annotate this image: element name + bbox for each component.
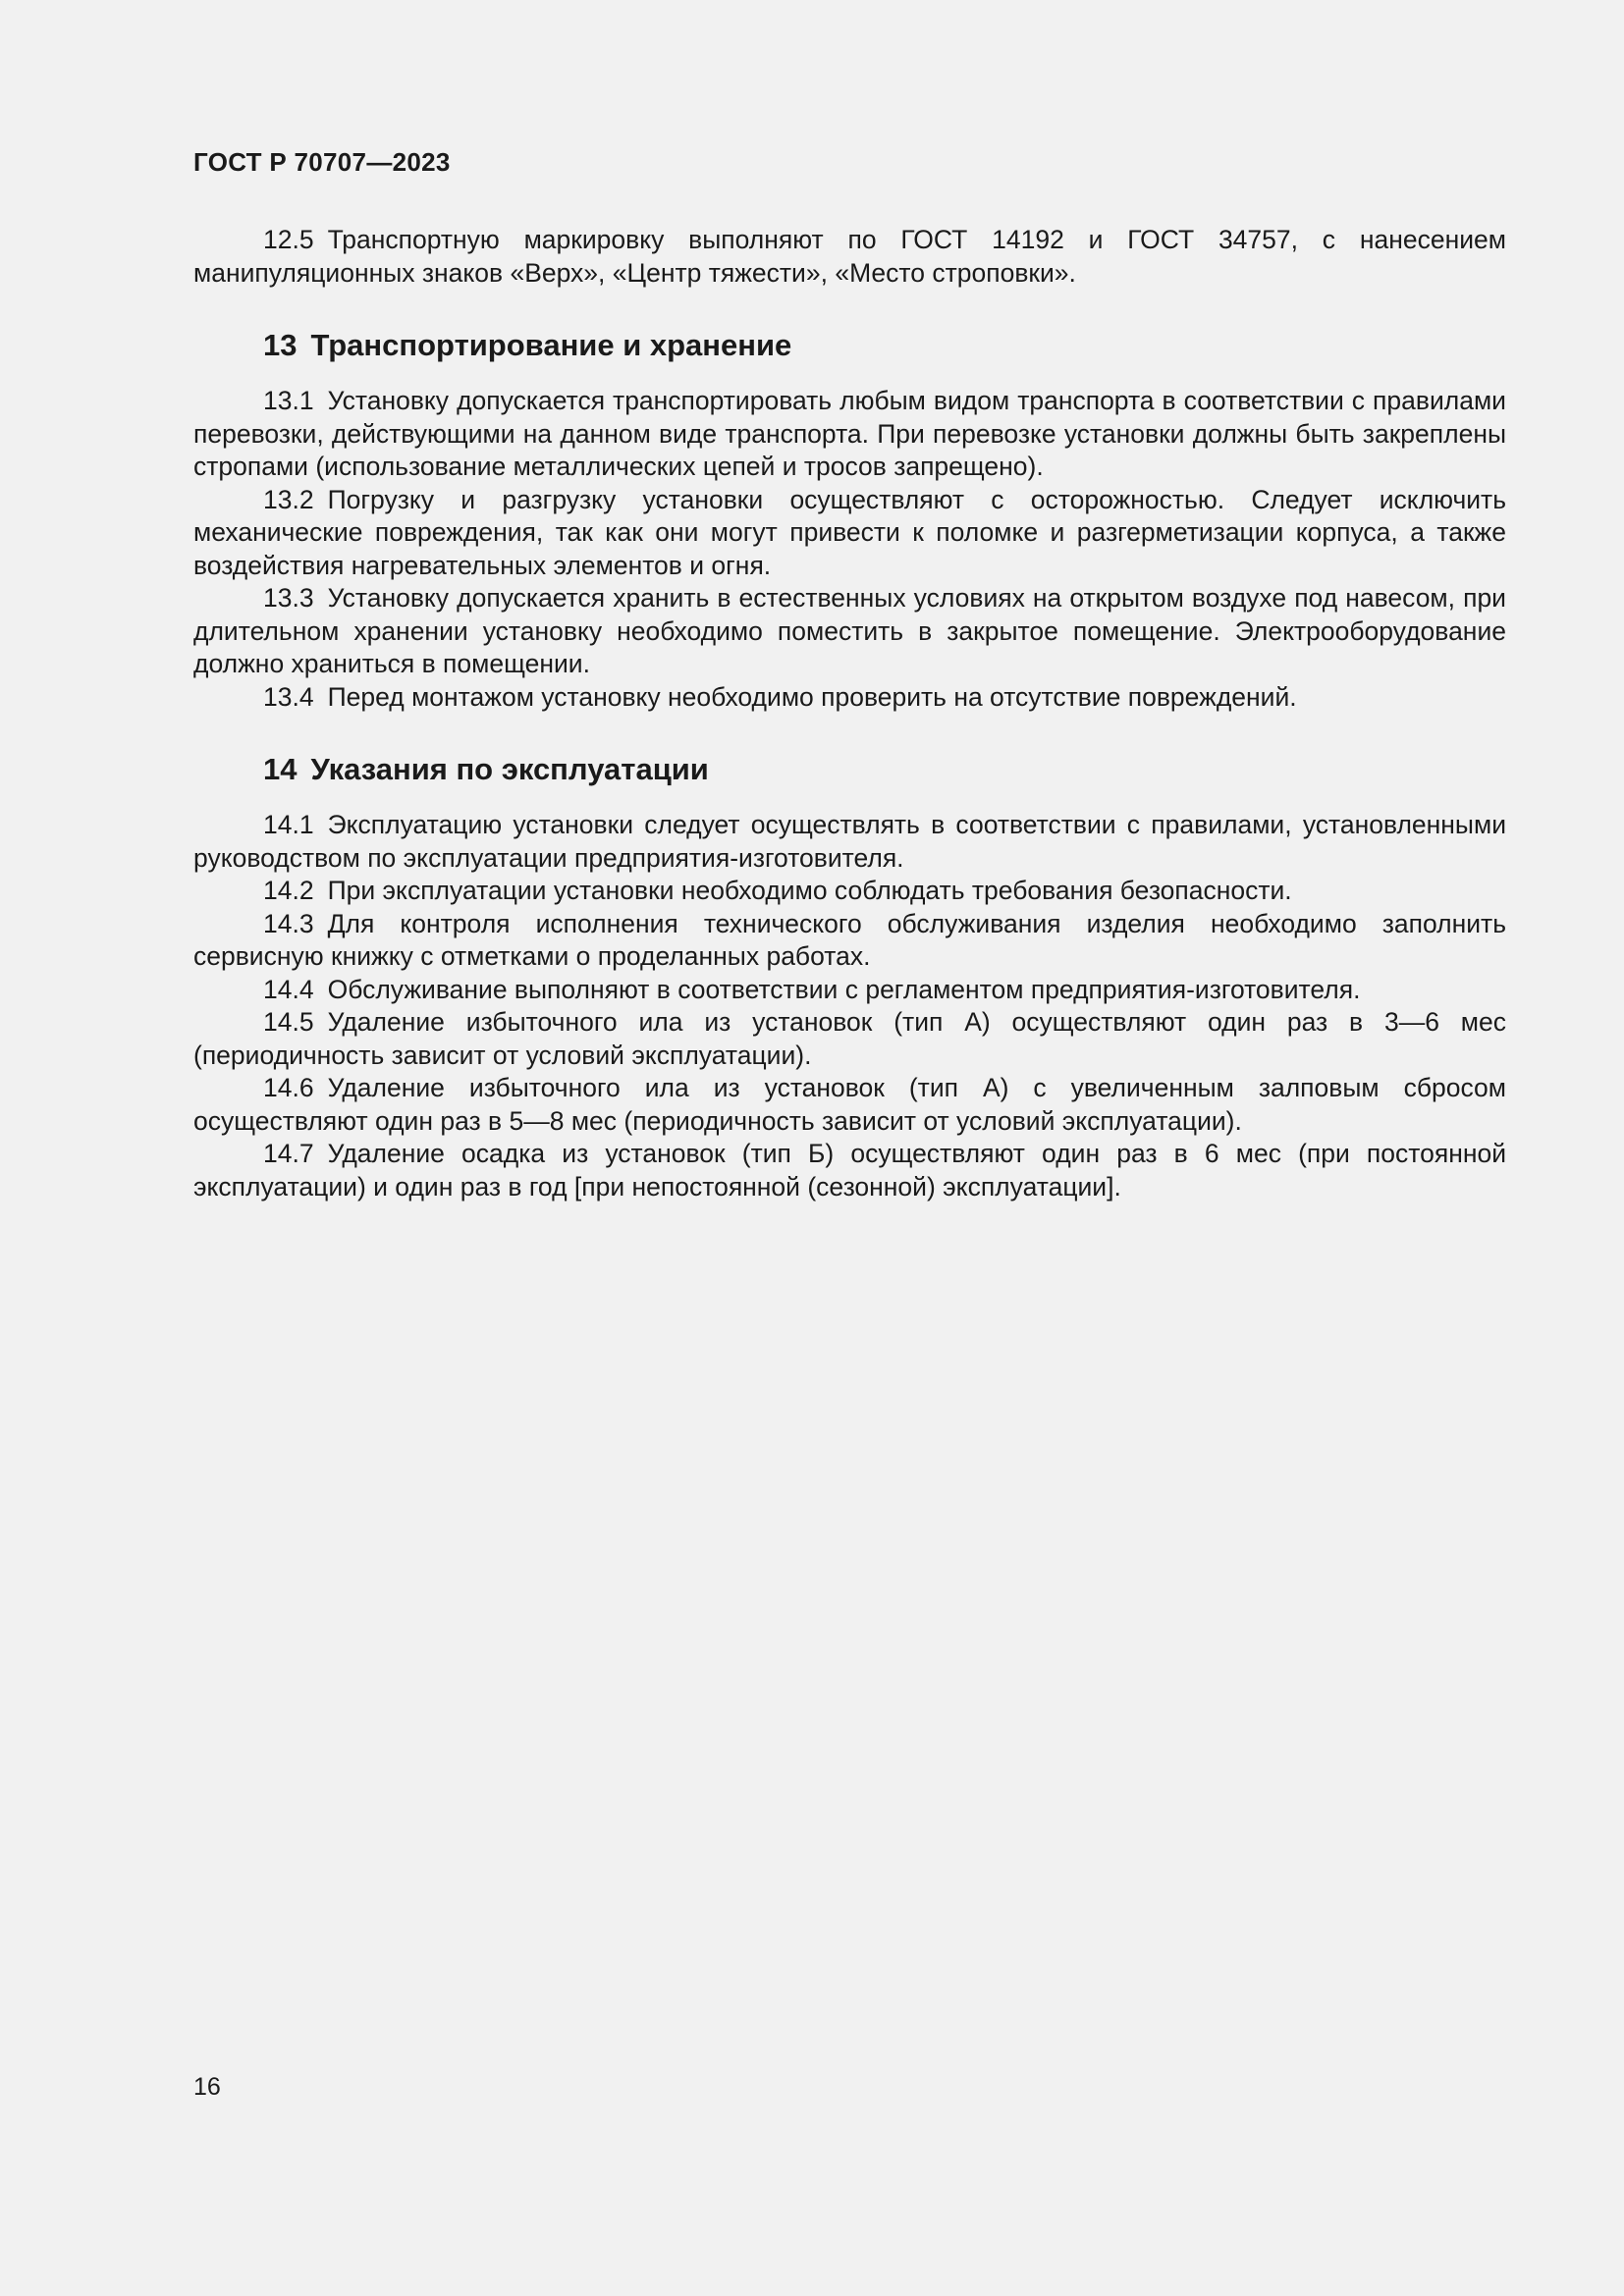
clause-13-4	[193, 681, 1506, 715]
section-title: Указания по эксплуатации	[310, 752, 709, 786]
clause-14-4	[193, 974, 1506, 1007]
clause-14-6	[193, 1072, 1506, 1138]
page-body	[193, 224, 1506, 1203]
clause-text: Эксплуатацию установки следует осуществлять в соответствии с правилами, установленными руководством по эксплуатации предприятия-изготовителя.	[193, 810, 1506, 873]
clause-number: 13.4	[263, 681, 314, 712]
clause-text: Установку допускается хранить в естественных условиях на открытом воздухе под навесом, при длительном хранении установку необходимо поместить в закрытое помещение. Электрооборудование должно храниться в помещении.	[193, 583, 1506, 678]
clause-13-2	[193, 484, 1506, 583]
clause-number: 14.2	[263, 876, 314, 905]
clause-14-7	[193, 1138, 1506, 1203]
clause-number: 14.4	[263, 974, 314, 1004]
clause-text: Для контроля исполнения технического обслуживания изделия необходимо заполнить сервисную книжку с отметками о проделанных работах.	[193, 908, 1506, 971]
clause-number: 13.3	[263, 583, 314, 613]
clause-14-3	[193, 908, 1506, 974]
clause-text: Погрузку и разгрузку установки осуществляют с осторожностью. Следует исключить механические повреждения, так как они могут привести к поломке и разгерметизации корпуса, а также воздействия нагревательных элементов и огня.	[193, 484, 1506, 580]
clause-text: Перед монтажом установку необходимо проверить на отсутствие повреждений.	[327, 681, 1297, 712]
clause-number: 14.5	[263, 1007, 314, 1037]
clause-number: 14.1	[263, 810, 314, 839]
clause-number: 14.3	[263, 908, 314, 938]
clause-text: Обслуживание выполняют в соответствии с регламентом предприятия-изготовителя.	[327, 974, 1361, 1004]
section-13-heading	[193, 326, 1506, 365]
section-title: Транспортирование и хранение	[310, 328, 792, 362]
clause-text: Удаление избыточного ила из установок (тип А) осуществляют один раз в 3—6 мес (периодичность зависит от условий эксплуатации).	[193, 1007, 1506, 1070]
clause-number: 13.2	[263, 484, 314, 514]
clause-12-5	[193, 224, 1506, 290]
section-number: 13	[263, 328, 298, 362]
section-14-heading	[193, 750, 1506, 789]
clause-number: 13.1	[263, 386, 314, 415]
clause-text: Удаление осадка из установок (тип Б) осуществляют один раз в 6 мес (при постоянной эксплуатации) и один раз в год [при непостоянной (сезонной) эксплуатации].	[193, 1139, 1506, 1201]
clause-number: 14.6	[263, 1073, 314, 1102]
clause-number: 12.5	[263, 225, 314, 254]
document-code-header: ГОСТ Р 70707—2023	[193, 147, 451, 177]
clause-text: Установку допускается транспортировать любым видом транспорта в соответствии с правилами перевозки, действующими на данном виде транспорта. При перевозке установки должны быть закреплены стропами (использование металлических цепей и тросов запрещено).	[193, 386, 1506, 481]
clause-13-3	[193, 582, 1506, 681]
section-number: 14	[263, 752, 298, 786]
clause-14-5	[193, 1006, 1506, 1072]
clause-number: 14.7	[263, 1139, 314, 1168]
clause-13-1	[193, 385, 1506, 484]
clause-text: Транспортную маркировку выполняют по ГОСТ 14192 и ГОСТ 34757, с нанесением манипуляционных знаков «Верх», «Центр тяжести», «Место строповки».	[193, 225, 1506, 288]
clause-text: При эксплуатации установки необходимо соблюдать требования безопасности.	[327, 876, 1292, 905]
clause-text: Удаление избыточного ила из установок (тип А) с увеличенным залповым сбросом осуществляют один раз в 5—8 мес (периодичность зависит от условий эксплуатации).	[193, 1073, 1506, 1136]
clause-14-1	[193, 809, 1506, 875]
clause-14-2	[193, 875, 1506, 908]
page-number: 16	[193, 2073, 221, 2101]
